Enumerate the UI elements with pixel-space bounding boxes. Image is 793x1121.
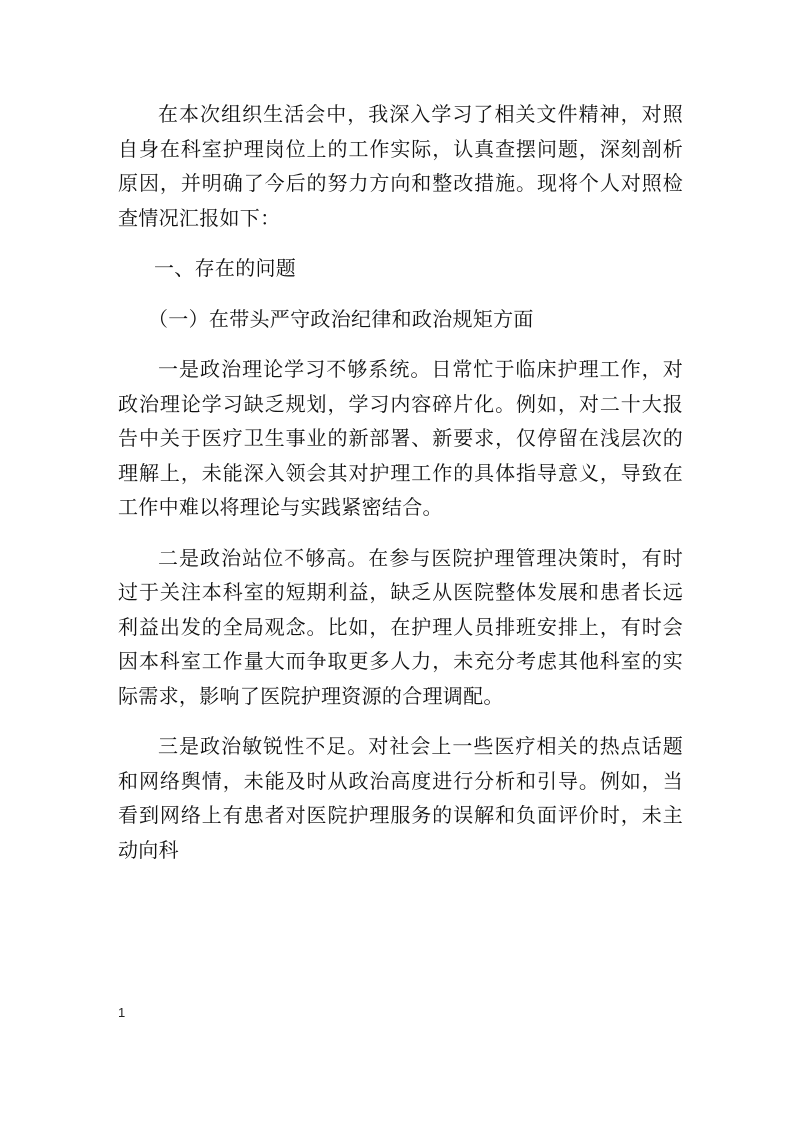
body-paragraph-3: 三是政治敏锐性不足。对社会上一些医疗相关的热点话题和网络舆情，未能及时从政治高度进行分析和引导。例如，当看到网络上有患者对医院护理服务的误解和负面评价时，未主动向科 bbox=[118, 734, 683, 862]
spacer bbox=[118, 713, 683, 729]
document-body bbox=[118, 97, 683, 867]
spacer bbox=[118, 525, 683, 541]
spacer bbox=[118, 286, 683, 302]
spacer bbox=[118, 336, 683, 352]
page-number: 1 bbox=[118, 1005, 126, 1020]
spacer bbox=[118, 235, 683, 251]
body-paragraph-2: 二是政治站位不够高。在参与医院护理管理决策时，有时过于关注本科室的短期利益，缺乏从医院整体发展和患者长远利益出发的全局观念。比如，在护理人员排班安排上，有时会因本科室工作量大而争取更多人力，未充分考虑其他科室的实际需求，影响了医院护理资源的合理调配。 bbox=[118, 545, 683, 708]
body-paragraph-1: 一是政治理论学习不够系统。日常忙于临床护理工作，对政治理论学习缺乏规划，学习内容碎片化。例如，对二十大报告中关于医疗卫生事业的新部署、新要求，仅停留在浅层次的理解上，未能深入领会其对护理工作的具体指导意义，导致在工作中难以将理论与实践紧密结合。 bbox=[118, 357, 683, 519]
intro-paragraph: 在本次组织生活会中，我深入学习了相关文件精神，对照自身在科室护理岗位上的工作实际，认真查摆问题，深刻剖析原因，并明确了今后的努力方向和整改措施。现将个人对照检查情况汇报如下： bbox=[118, 102, 683, 230]
subsection-heading: （一）在带头严守政治纪律和政治规矩方面 bbox=[148, 306, 534, 331]
section-heading: 一、存在的问题 bbox=[154, 256, 297, 280]
